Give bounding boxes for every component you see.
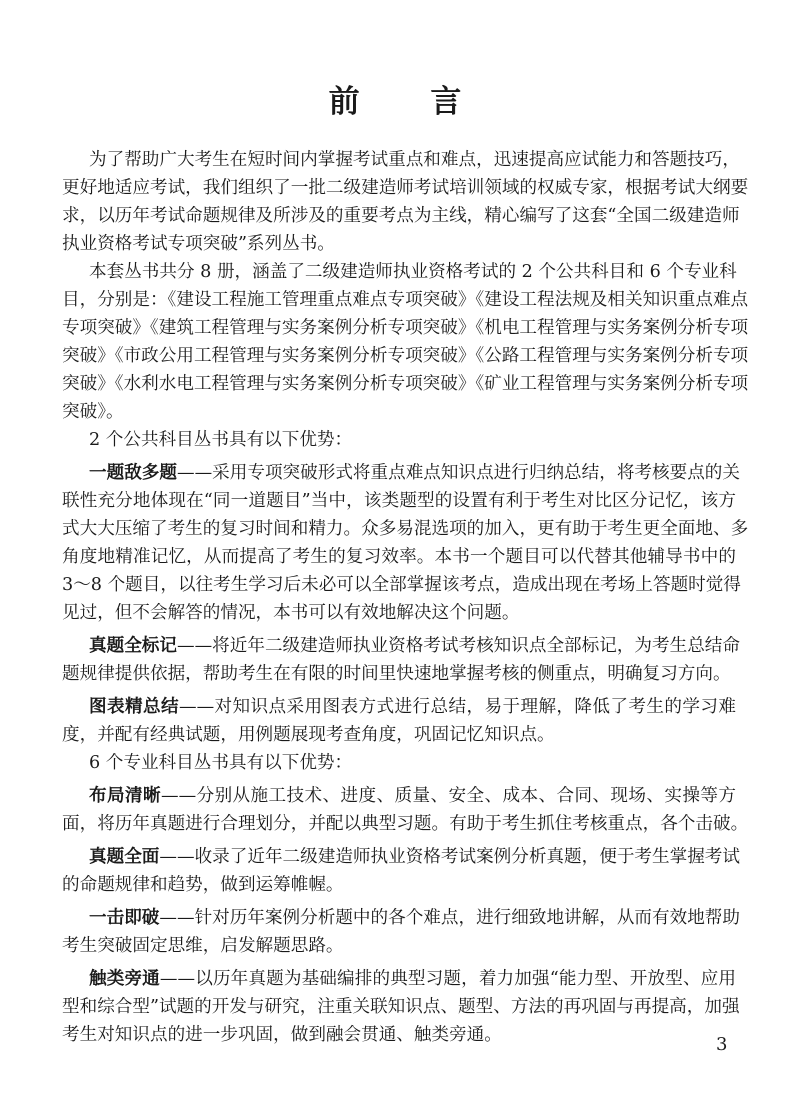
line-text: 6 个专业科目丛书具有以下优势： <box>89 753 353 773</box>
paragraph <box>62 426 736 454</box>
text-line <box>62 810 749 838</box>
text-line <box>62 721 736 749</box>
line-text: 专项突破》《建筑工程管理与实务案例分析专项突破》《机电工程管理与实务案例分析专项 <box>62 318 749 338</box>
line-text: 考生突破固定思维，启发解题思路。 <box>62 936 344 956</box>
line-text: ——对知识点采用图表方式进行总结，易于理解，降低了考生的学习难 <box>178 697 736 717</box>
page-number: 3 <box>716 1034 728 1055</box>
text-line <box>62 515 749 543</box>
paragraph <box>62 459 749 627</box>
paragraph <box>62 146 749 258</box>
line-text: ——以历年真题为基础编排的典型习题，着力加强“能力型、开放型、应用 <box>159 969 736 989</box>
line-text: ——分别从施工技术、进度、质量、安全、成本、合同、现场、实操等方 <box>160 786 736 806</box>
text-line <box>62 398 736 426</box>
paragraph-lead: 触类旁通 <box>89 969 160 989</box>
paragraph <box>62 965 740 1049</box>
paragraph <box>62 782 749 838</box>
text-line <box>62 487 736 515</box>
paragraph-lead: 图表精总结 <box>89 697 179 717</box>
text-line <box>62 314 749 342</box>
text-line <box>62 904 740 932</box>
line-text: 突破》《水利水电工程管理与实务案例分析专项突破》《矿业工程管理与实务案例分析专项 <box>62 374 749 394</box>
text-line <box>62 258 736 286</box>
text-line <box>62 932 736 960</box>
text-line <box>62 782 736 810</box>
text-line <box>62 599 736 627</box>
text-line <box>62 660 736 688</box>
line-text: 执业资格考试专项突破”系列丛书。 <box>62 234 335 254</box>
text-line <box>62 286 749 314</box>
text-line <box>62 965 736 993</box>
line-text: ——将近年二级建造师执业资格考试考核知识点全部标记，为考生总结命 <box>176 636 740 656</box>
line-text: 更好地适应考试，我们组织了一批二级建造师考试培训领域的权威专家，根据考试大纲要 <box>62 178 749 198</box>
text-line <box>62 749 736 777</box>
line-text: 为了帮助广大考生在短时间内掌握考试重点和难点，迅速提高应试能力和答题技巧， <box>89 150 740 170</box>
text-line <box>62 202 740 230</box>
page-title: 前 言 <box>328 84 492 120</box>
paragraph-lead: 真题全面 <box>89 847 160 867</box>
line-text: 度，并配有经典试题，用例题展现考查角度，巩固记忆知识点。 <box>62 725 555 745</box>
text-line <box>62 632 740 660</box>
text-line <box>62 174 749 202</box>
paragraph-lead: 真题全标记 <box>89 636 177 656</box>
paragraph <box>62 904 740 960</box>
text-line <box>62 693 736 721</box>
line-text: 见过，但不会解答的情况，本书可以有效地解决这个问题。 <box>62 603 520 623</box>
text-line <box>62 543 736 571</box>
text-line <box>62 993 740 1021</box>
text-line <box>62 230 736 258</box>
paragraph <box>62 693 736 749</box>
line-text: ——采用专项突破形式将重点难点知识点进行归纳总结，将考核要点的关 <box>176 463 740 483</box>
line-text: ——收录了近年二级建造师执业资格考试案例分析真题，便于考生掌握考试 <box>159 847 740 867</box>
text-line <box>62 843 740 871</box>
paragraph <box>62 843 740 899</box>
line-text: 角度地精准记忆，从而提高了考生的复习效率。本书一个题目可以代替其他辅导书中的 <box>62 547 736 567</box>
text-line <box>62 571 741 599</box>
text-line <box>62 370 749 398</box>
paragraph-lead: 一题敌多题 <box>89 463 177 483</box>
line-text: 2 个公共科目丛书具有以下优势： <box>89 430 353 450</box>
text-line <box>62 426 736 454</box>
text-line <box>62 1021 736 1049</box>
line-text: 联性充分地体现在“同一道题目”当中，该类题型的设置有利于考生对比区分记忆，该方 <box>62 491 736 511</box>
preface-body <box>62 146 749 1049</box>
paragraph <box>62 258 749 426</box>
line-text: 考生对知识点的进一步巩固，做到融会贯通、触类旁通。 <box>62 1025 502 1045</box>
paragraph <box>62 632 740 688</box>
text-line <box>62 871 736 899</box>
paragraph-lead: 一击即破 <box>89 908 160 928</box>
text-line <box>62 459 740 487</box>
line-text: 题规律提供依据，帮助考生在有限的时间里快速地掌握考核的侧重点，明确复习方向。 <box>62 664 731 684</box>
line-text: 型和综合型”试题的开发与研究，注重关联知识点、题型、方法的再巩固与再提高，加强 <box>62 997 740 1017</box>
text-line <box>62 342 749 370</box>
paragraph-lead: 布局清晰 <box>89 786 161 806</box>
line-text: 突破》《市政公用工程管理与实务案例分析专项突破》《公路工程管理与实务案例分析专项 <box>62 346 749 366</box>
line-text: 式大大压缩了考生的复习时间和精力。众多易混选项的加入，更有助于考生更全面地、多 <box>62 519 749 539</box>
line-text: 突破》。 <box>62 402 124 422</box>
line-text: 的命题规律和趋势，做到运筹帷幄。 <box>62 875 344 895</box>
line-text: 面，将历年真题进行合理划分，并配以典型习题。有助于考生抓住考核重点，各个击破。 <box>62 814 749 834</box>
text-line <box>62 146 740 174</box>
line-text: ——针对历年案例分析题中的各个难点，进行细致地讲解，从而有效地帮助 <box>159 908 740 928</box>
paragraph <box>62 749 736 777</box>
line-text: 3～8 个题目，以往考生学习后未必可以全部掌握该考点，造成出现在考场上答题时觉得 <box>62 575 741 595</box>
line-text: 本套丛书共分 8 册，涵盖了二级建造师执业资格考试的 2 个公共科目和 6 个专业科 <box>89 262 737 282</box>
line-text: 求，以历年考试命题规律及所涉及的重要考点为主线，精心编写了这套“全国二级建造师 <box>62 206 740 226</box>
line-text: 目，分别是：《建设工程施工管理重点难点专项突破》《建设工程法规及相关知识重点难点 <box>62 290 749 310</box>
